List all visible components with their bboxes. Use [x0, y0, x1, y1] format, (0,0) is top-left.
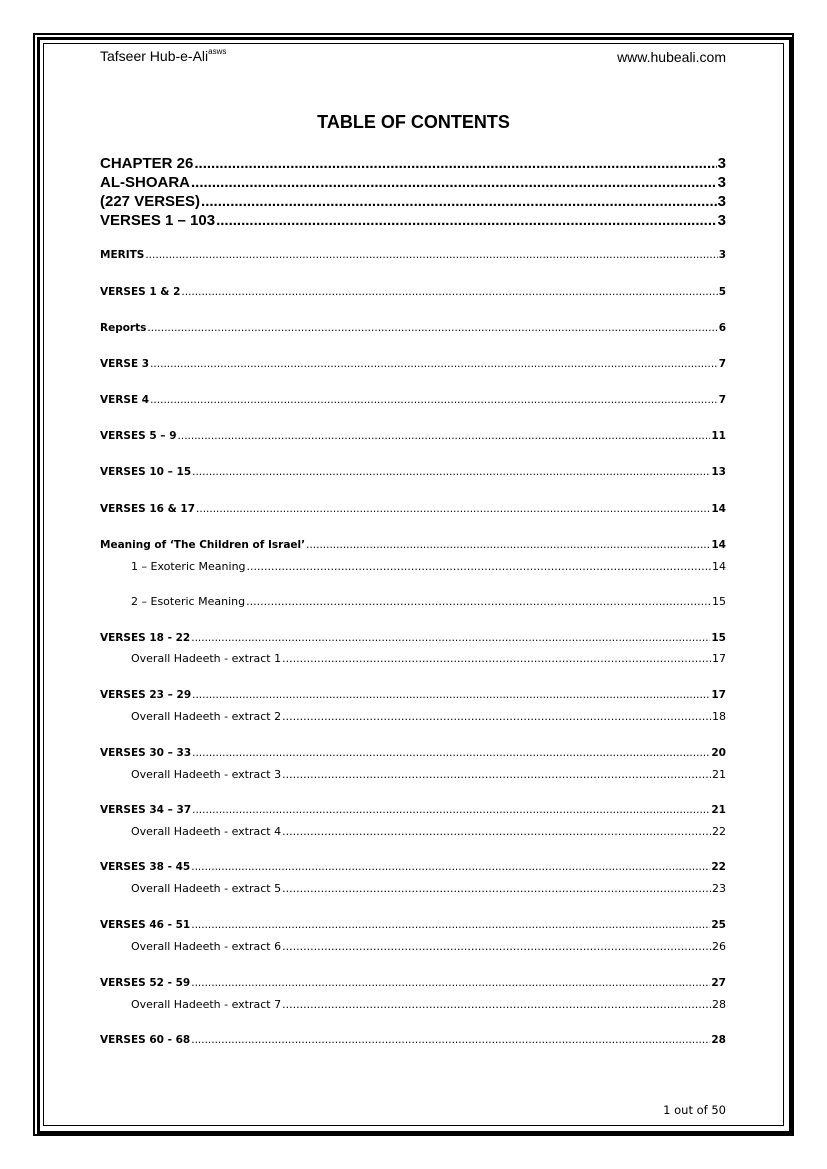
- toc-entry-label: VERSES 18 - 22: [100, 632, 191, 644]
- toc-entry[interactable]: [100, 286, 726, 300]
- toc-entry[interactable]: [100, 466, 726, 480]
- toc-entry-page: 18: [712, 710, 726, 723]
- toc-entry[interactable]: [131, 882, 726, 896]
- toc-dot-leader: [178, 430, 711, 442]
- toc-dot-leader: [282, 768, 711, 781]
- toc-entry-page: 3: [718, 249, 726, 261]
- header-title-text: Tafseer Hub-e-Ali: [100, 48, 209, 64]
- toc-dot-leader: [192, 747, 710, 759]
- toc-entry-label: Overall Hadeeth - extract 2: [131, 710, 282, 723]
- toc-entry-page: 28: [712, 998, 726, 1011]
- toc-entry-page: 6: [718, 322, 726, 334]
- toc-entry-label: VERSES 1 & 2: [100, 286, 181, 298]
- toc-entry-page: 20: [711, 747, 726, 759]
- toc-entry-page: 13: [711, 466, 726, 478]
- toc-dot-leader: [282, 710, 711, 723]
- toc-entry-label: VERSE 4: [100, 394, 150, 406]
- toc-entry-label: Overall Hadeeth - extract 1: [131, 652, 282, 665]
- toc-dot-leader: [201, 193, 717, 210]
- toc-entry-label: Overall Hadeeth - extract 5: [131, 882, 282, 895]
- toc-entry[interactable]: [100, 212, 726, 231]
- toc-dot-leader: [282, 825, 711, 838]
- toc-entry-page: 27: [711, 977, 726, 989]
- toc-dot-leader: [191, 174, 717, 191]
- toc-dot-leader: [191, 1034, 710, 1046]
- toc-dot-leader: [282, 998, 711, 1011]
- toc-entry[interactable]: [100, 689, 726, 703]
- toc-dot-leader: [191, 977, 710, 989]
- toc-entry-page: 26: [712, 940, 726, 953]
- toc-entry-label: VERSES 1 – 103: [100, 212, 216, 229]
- toc-entry-label: VERSES 5 – 9: [100, 430, 177, 442]
- toc-entry-label: VERSES 30 – 33: [100, 747, 192, 759]
- toc-entry[interactable]: [100, 430, 726, 444]
- toc-dot-leader: [150, 394, 718, 406]
- toc-entry-label: Overall Hadeeth - extract 4: [131, 825, 282, 838]
- toc-entry[interactable]: [100, 539, 726, 553]
- toc-entry-label: VERSES 46 - 51: [100, 919, 191, 931]
- toc-entry-page: 14: [711, 503, 726, 515]
- header-title: [100, 48, 226, 64]
- toc-dot-leader: [306, 539, 710, 551]
- toc-title: TABLE OF CONTENTS: [317, 112, 510, 132]
- toc-dot-leader: [192, 466, 710, 478]
- toc-entry-label: VERSES 52 - 59: [100, 977, 191, 989]
- toc-entry-page: 5: [718, 286, 726, 298]
- toc-entry-label: VERSES 23 – 29: [100, 689, 192, 701]
- toc-dot-leader: [216, 212, 717, 229]
- toc-entry[interactable]: [131, 652, 726, 666]
- toc-entry-label: VERSES 60 - 68: [100, 1034, 191, 1046]
- toc-entry-page: 21: [711, 804, 726, 816]
- toc-entry-label: VERSES 38 - 45: [100, 861, 191, 873]
- toc-entry-page: 14: [712, 560, 726, 573]
- toc-entry-page: 3: [717, 174, 726, 191]
- toc-entry[interactable]: [131, 710, 726, 724]
- toc-dot-leader: [282, 652, 711, 665]
- toc-entry[interactable]: [100, 861, 726, 875]
- toc-entry-label: (227 VERSES): [100, 193, 201, 210]
- toc-entry-label: 1 – Exoteric Meaning: [131, 560, 246, 573]
- toc-entry-page: 22: [712, 825, 726, 838]
- toc-entry[interactable]: [100, 249, 726, 263]
- toc-entry[interactable]: [100, 632, 726, 646]
- toc-entry[interactable]: [100, 322, 726, 336]
- toc-entry-page: 3: [717, 155, 726, 172]
- toc-entry-label: Overall Hadeeth - extract 3: [131, 768, 282, 781]
- header-website: www.hubeali.com: [617, 49, 726, 65]
- toc-entry[interactable]: [100, 193, 726, 212]
- toc-entry-label: VERSES 16 & 17: [100, 503, 196, 515]
- toc-entry-page: 3: [717, 212, 726, 229]
- toc-entry-page: 17: [711, 689, 726, 701]
- toc-entry-label: CHAPTER 26: [100, 155, 194, 172]
- toc-entry[interactable]: [100, 503, 726, 517]
- toc-entry[interactable]: [131, 825, 726, 839]
- toc-entry-page: 21: [712, 768, 726, 781]
- toc-entry-label: Overall Hadeeth - extract 6: [131, 940, 282, 953]
- toc-entry-label: AL-SHOARA: [100, 174, 190, 191]
- toc-dot-leader: [145, 249, 717, 261]
- toc-entry[interactable]: [100, 977, 726, 991]
- toc-entry-label: 2 – Esoteric Meaning: [131, 595, 246, 608]
- toc-dot-leader: [247, 560, 711, 573]
- toc-entry-label: VERSE 3: [100, 358, 150, 370]
- header-title-superscript: asws: [208, 47, 227, 57]
- toc-entry-label: Reports: [100, 322, 147, 334]
- toc-dot-leader: [192, 689, 710, 701]
- toc-entry-page: 17: [712, 652, 726, 665]
- toc-entry-page: 23: [712, 882, 726, 895]
- toc-dot-leader: [246, 595, 711, 608]
- toc-entry[interactable]: [100, 358, 726, 372]
- toc-dot-leader: [194, 155, 716, 172]
- toc-dot-leader: [150, 358, 718, 370]
- toc-entry-page: 28: [711, 1034, 726, 1046]
- toc-entry-label: MERITS: [100, 249, 145, 261]
- toc-entry-page: 11: [711, 430, 726, 442]
- toc-entry-page: 7: [718, 358, 726, 370]
- toc-entry-label: Meaning of ‘The Children of Israel’: [100, 539, 306, 551]
- toc-dot-leader: [181, 286, 717, 298]
- toc-dot-leader: [191, 919, 710, 931]
- toc-entry-page: 3: [717, 193, 726, 210]
- toc-entry[interactable]: [131, 768, 726, 782]
- toc-entry[interactable]: [100, 919, 726, 933]
- toc-entry-page: 15: [711, 632, 726, 644]
- toc-entry[interactable]: [100, 155, 726, 174]
- toc-dot-leader: [147, 322, 717, 334]
- toc-entry-page: 25: [711, 919, 726, 931]
- toc-entry[interactable]: [100, 747, 726, 761]
- page-number: 1 out of 50: [663, 1103, 726, 1117]
- toc-entry[interactable]: [131, 998, 726, 1012]
- toc-dot-leader: [196, 503, 710, 515]
- toc-entry[interactable]: [131, 940, 726, 954]
- toc-entry-label: Overall Hadeeth - extract 7: [131, 998, 282, 1011]
- toc-dot-leader: [191, 861, 710, 873]
- toc-entry[interactable]: [100, 1034, 726, 1048]
- toc-entry[interactable]: [100, 174, 726, 193]
- toc-dot-leader: [282, 882, 711, 895]
- toc-entry-page: 22: [711, 861, 726, 873]
- toc-dot-leader: [282, 940, 711, 953]
- toc-entry[interactable]: [100, 804, 726, 818]
- toc-entry[interactable]: [131, 595, 726, 609]
- toc-dot-leader: [191, 632, 710, 644]
- toc-entry-label: VERSES 10 – 15: [100, 466, 192, 478]
- toc-entry-page: 7: [718, 394, 726, 406]
- toc-entry-page: 14: [711, 539, 726, 551]
- toc-entry[interactable]: [131, 560, 726, 574]
- toc-entry[interactable]: [100, 394, 726, 408]
- toc-entry-label: VERSES 34 – 37: [100, 804, 192, 816]
- toc-dot-leader: [192, 804, 710, 816]
- toc-entry-page: 15: [712, 595, 726, 608]
